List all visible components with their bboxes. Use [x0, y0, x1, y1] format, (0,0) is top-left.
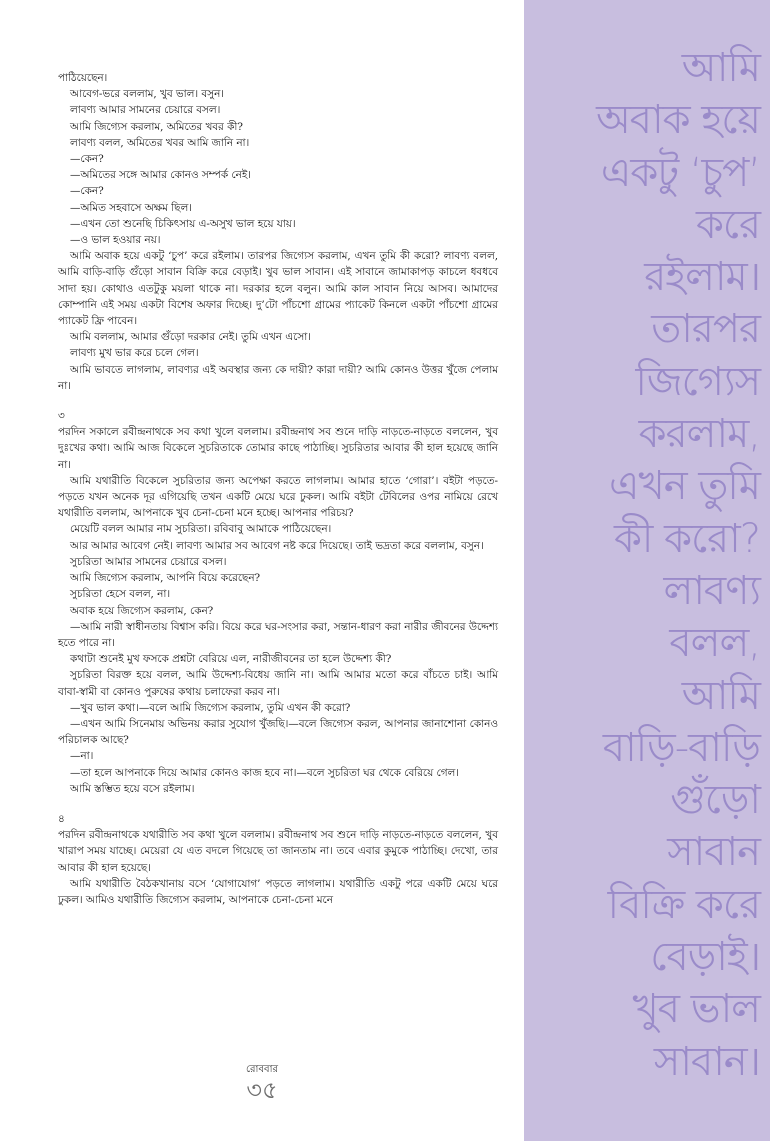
paragraph: —খুব ভাল কথা।—বলে আমি জিগ্যেস করলাম, তুমি এখন কী করো?	[70, 701, 351, 714]
paragraph: মেয়েটি বলল আমার নাম সুচরিতা। রবিবাবু আমাকে পাঠিয়েছেন।	[70, 523, 332, 536]
paragraph: আমি অবাক হয়ে একটু ‘চুপ’ করে রইলাম। তারপর জিগ্যেস করলাম, এখন তুমি কী করো? লাবণ্য বলল, আমি বাড়ি-বাড়ি গুঁড়ো সাবান বিক্রি করে বেড়াই। খুব ভাল সাবান। এই সাবানে জামাকাপড় কাচলে ধবধবে সাদা হয়। কোথাও এতটুকু ময়লা থাকে না। দরকার হলে বলুন। আমি কাল সাবান নিয়ে আসব। আমাদের কোম্পানি এই সময় একটা বিশেষ অফার দিচ্ছে। দু’টো পাঁচশো গ্রামের প্যাকেট কিনলে একটা পাঁচশো গ্রামের প্যাকেট ফ্রি পাবেন।	[58, 250, 498, 328]
pull-quote-line: বেড়াই।	[650, 934, 760, 981]
paragraph: আমি স্তম্ভিত হয়ে বসে রইলাম।	[70, 782, 195, 795]
pull-quote	[530, 42, 760, 1088]
page-footer	[0, 1062, 524, 1103]
pull-quote-line: অবাক হয়ে	[596, 97, 760, 144]
paragraph: —এখন তো শুনেছি চিকিৎসায় এ-অসুখ ভাল হয়ে যায়।	[70, 217, 296, 230]
paragraph: —না।	[70, 750, 94, 763]
paragraph: —ও ভাল হওয়ার নয়।	[70, 234, 161, 247]
paragraph: —অমিতের সঙ্গে আমার কোনও সম্পর্ক নেই।	[70, 169, 251, 182]
paragraph: —কেন?	[70, 185, 104, 198]
pull-quote-line: তারপর	[651, 306, 760, 353]
paragraph: —কেন?	[70, 153, 104, 166]
pull-quote-sidebar	[524, 0, 770, 1141]
paragraph: লাবণ্য বলল, অমিতের খবর আমি জানি না।	[70, 136, 250, 149]
paragraph: আমি জিগ্যেস করলাম, আপনি বিয়ে করেছেন?	[70, 572, 261, 585]
paragraph: লাবণ্য আমার সামনের চেয়ারে বসল।	[70, 104, 221, 117]
paragraph: আর আমার আবেগ নেই। লাবণ্য আমার সব আবেগ নষ্ট করে দিয়েছে। তাই ভদ্রতা করে বললাম, বসুন।	[70, 539, 484, 552]
paragraph: পরদিন রবীন্দ্রনাথকে যথারীতি সব কথা খুলে বললাম। রবীন্দ্রনাথ সব শুনে দাড়ি নাড়তে-নাড়তে বললেন, খুব খারাপ সময় যাচ্ছে। মেয়েরা যে এত বদলে গিয়েছে তা জানতাম না। তবে এবার কুমুকে পাঠাচ্ছি। দেখো, তার আবার কী হাল হয়েছে।	[58, 829, 498, 874]
pull-quote-line: জিগ্যেস	[635, 358, 760, 405]
paragraph: পাঠিয়েছেন।	[58, 72, 108, 84]
paragraph: সুচরিতা হেসে বলল, না।	[70, 588, 171, 601]
pull-quote-line: এখন তুমি	[609, 463, 760, 510]
section-number: ৪	[58, 812, 65, 825]
paragraph: আমি ভাবতে লাগলাম, লাবণ্যর এই অবস্থার জন্য কে দায়ী? কারা দায়ী? আমি কোনও উত্তর খুঁজে পেলাম না।	[58, 363, 498, 392]
paragraph: —এখন আমি সিনেমায় অভিনয় করার সুযোগ খুঁজছি।—বলে জিগ্যেস করল, আপনার জানাশোনা কোনও পরিচালক আছে?	[58, 717, 498, 747]
paragraph: —আমি নারী স্বাধীনতায় বিশ্বাস করি। বিয়ে করে ঘর-সংসার করা, সন্তান-ধারণ করা নারীর জীবনের উদ্দেশ্য হতে পারে না।	[58, 620, 498, 649]
pull-quote-line: করে	[695, 201, 760, 248]
pull-quote-line: একটু ‘চুপ’	[600, 149, 760, 196]
paragraph: অবাক হয়ে জিগ্যেস করলাম, কেন?	[70, 604, 214, 617]
pull-quote-line: আমি	[681, 672, 760, 719]
pull-quote-line: বলল,	[669, 620, 760, 667]
pull-quote-line: বাড়ি-বাড়ি	[602, 724, 760, 771]
magazine-name: রোববার	[246, 1064, 278, 1075]
paragraph: লাবণ্য মুখ ভার করে চলে গেল।	[70, 347, 199, 360]
paragraph: আমি জিগ্যেস করলাম, অমিতের খবর কী?	[70, 120, 243, 133]
pull-quote-line: আমি	[681, 45, 760, 91]
pull-quote-line: লাবণ্য	[663, 567, 760, 614]
pull-quote-line: বিক্রি করে	[607, 881, 760, 928]
paragraph: —অমিত সহবাসে অক্ষম ছিল।	[70, 201, 192, 214]
paragraph: সুচরিতা বিরক্ত হয়ে বলল, আমি উদ্দেশ্য-বিধেয় জানি না। আমি আমার মতো করে বাঁচতে চাই। আমি বাবা-স্বামী বা কোনও পুরুষের কথায় চলাফেরা করব না।	[58, 669, 498, 698]
paragraph: আমি যথারীতি বৈঠকখানায় বসে ‘যোগাযোগ’ পড়তে লাগলাম। যথারীতি একটু পরে একটি মেয়ে ঘরে ঢুকল। আমিও যথারীতি জিগ্যেস করলাম, আপনাকে চেনা-চেনা মনে	[58, 877, 498, 906]
paragraph: আবেগ-ভরে বললাম, খুব ভাল। বসুন।	[70, 88, 224, 101]
paragraph: সুচরিতা আমার সামনের চেয়ারে বসল।	[70, 555, 227, 568]
pull-quote-line: করলাম,	[638, 411, 760, 458]
paragraph: আমি বললাম, আমার গুঁড়ো দরকার নেই। তুমি এখন এসো।	[70, 331, 311, 344]
paragraph: —তা হলে আপনাকে দিয়ে আমার কোনও কাজ হবে না।—বলে সুচরিতা ঘর থেকে বেরিয়ে গেল।	[70, 766, 460, 779]
pull-quote-line: খুব ভাল	[632, 986, 760, 1033]
pull-quote-line: সাবান	[667, 829, 760, 876]
article-body	[58, 70, 498, 908]
paragraph: কথাটা শুনেই মুখ ফসকে প্রশ্নটা বেরিয়ে এল, নারীজীবনের তা হলে উদ্দেশ্য কী?	[70, 653, 392, 666]
pull-quote-line: কী করো?	[613, 515, 760, 562]
pull-quote-line: সাবান।	[653, 1038, 760, 1085]
paragraph: আমি যথারীতি বিকেলে সুচরিতার জন্য অপেক্ষা করতে লাগলাম। আমার হাতে ‘গোরা’। বইটা পড়তে-পড়তে যখন অনেক দূর এগিয়েছি তখন একটি মেয়ে ঘরে ঢুকল। আমি বইটা টেবিলের ওপর নামিয়ে রেখে যথারীতি বললাম, আপনাকে খুব চেনা-চেনা মনে হচ্ছে। আপনার পরিচয়?	[58, 474, 498, 520]
section-number: ৩	[58, 410, 65, 423]
paragraph: পরদিন সকালে রবীন্দ্রনাথকে সব কথা খুলে বললাম। রবীন্দ্রনাথ সব শুনে দাড়ি নাড়তে-নাড়তে বললেন, খুব দুঃখের কথা। আমি আজ বিকেলে সুচরিতাকে তোমার কাছে পাঠাচ্ছি। সুচরিতার আবার কী হাল হয়েছে জানি না।	[58, 426, 498, 471]
pull-quote-line: রইলাম।	[644, 254, 760, 301]
page-number: ৩৫	[246, 1076, 278, 1104]
pull-quote-line: গুঁড়ো	[670, 777, 760, 824]
